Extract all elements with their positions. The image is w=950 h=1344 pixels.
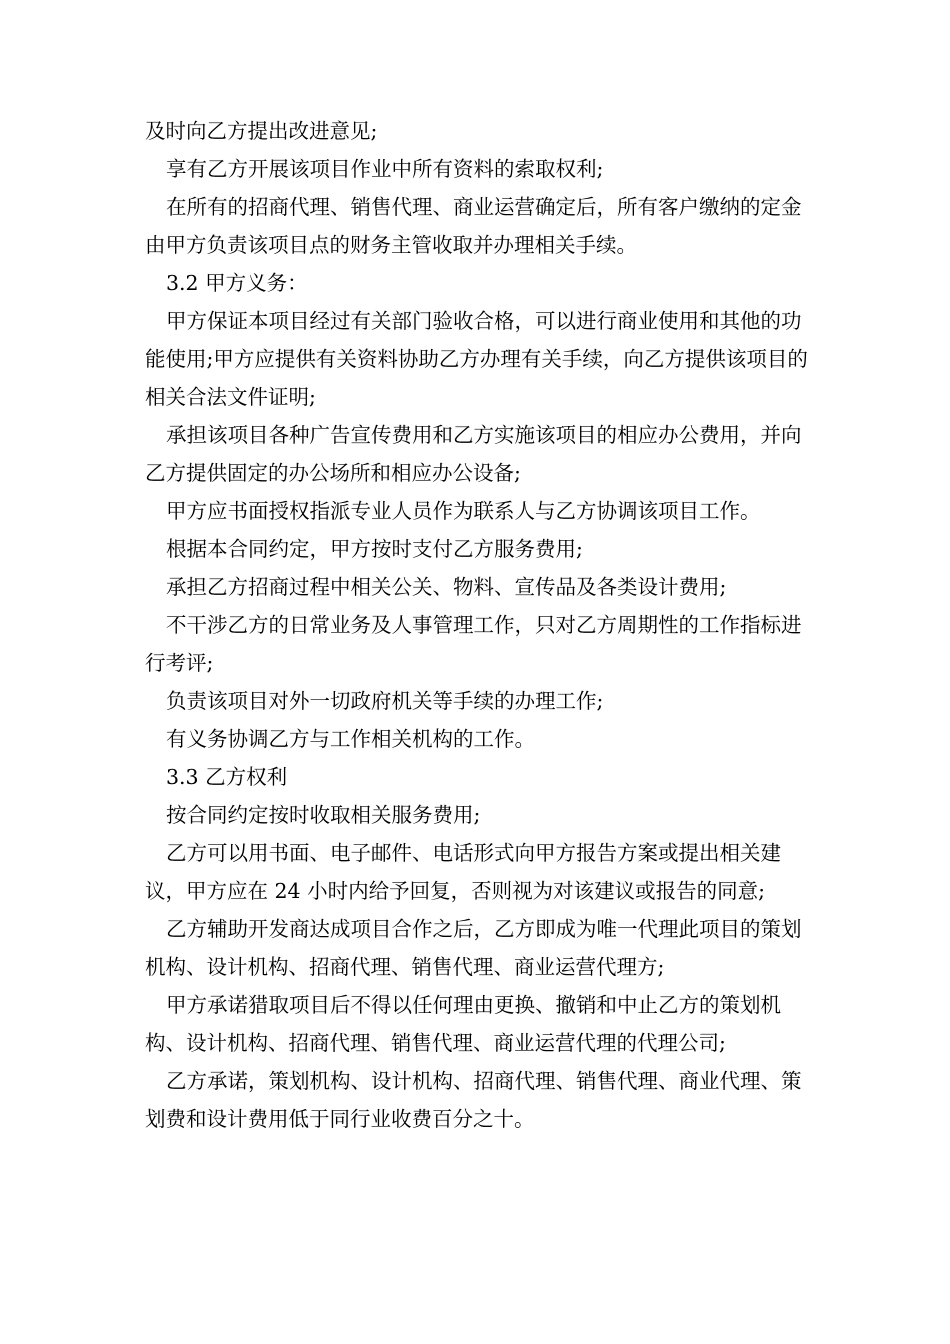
paragraph: 承担乙方招商过程中相关公关、物料、宣传品及各类设计费用; [166,575,727,599]
paragraph: 乙方承诺，策划机构、设计机构、招商代理、销售代理、商业代理、策划费和设计费用低于同行业收费百分之十。 [145,1069,802,1131]
paragraph: 乙方可以用书面、电子邮件、电话形式向甲方报告方案或提出相关建议，甲方应在 24 小时内给予回复，否则视为对该建议或报告的同意; [145,841,781,903]
paragraph: 享有乙方开展该项目作业中所有资料的索取权利; [166,157,604,181]
section-heading-3-2: 3.2 甲方义务： [166,271,308,295]
document-body [145,112,810,1138]
paragraph: 甲方应书面授权指派专业人员作为联系人与乙方协调该项目工作。 [166,499,761,523]
paragraph: 负责该项目对外一切政府机关等手续的办理工作; [166,689,604,713]
section-heading-3-3: 3.3 乙方权利 [166,765,288,789]
paragraph: 在所有的招商代理、销售代理、商业运营确定后，所有客户缴纳的定金由甲方负责该项目点的财务主管收取并办理相关手续。 [145,195,802,257]
paragraph: 乙方辅助开发商达成项目合作之后，乙方即成为唯一代理此项目的策划机构、设计机构、招商代理、销售代理、商业运营代理方; [145,917,802,979]
paragraph: 不干涉乙方的日常业务及人事管理工作，只对乙方周期性的工作指标进行考评; [145,613,802,675]
paragraph: 根据本合同约定，甲方按时支付乙方服务费用; [166,537,583,561]
paragraph: 承担该项目各种广告宣传费用和乙方实施该项目的相应办公费用，并向乙方提供固定的办公场所和相应办公设备; [145,423,802,485]
paragraph: 有义务协调乙方与工作相关机构的工作。 [166,727,535,751]
paragraph: 甲方保证本项目经过有关部门验收合格，可以进行商业使用和其他的功能使用;甲方应提供有关资料协助乙方办理有关手续，向乙方提供该项目的相关合法文件证明; [145,309,808,409]
paragraph: 甲方承诺猎取项目后不得以任何理由更换、撤销和中止乙方的策划机构、设计机构、招商代理、销售代理、商业运营代理的代理公司; [145,993,781,1055]
paragraph: 按合同约定按时收取相关服务费用; [166,803,481,827]
paragraph-continuation: 及时向乙方提出改进意见; [145,119,378,143]
